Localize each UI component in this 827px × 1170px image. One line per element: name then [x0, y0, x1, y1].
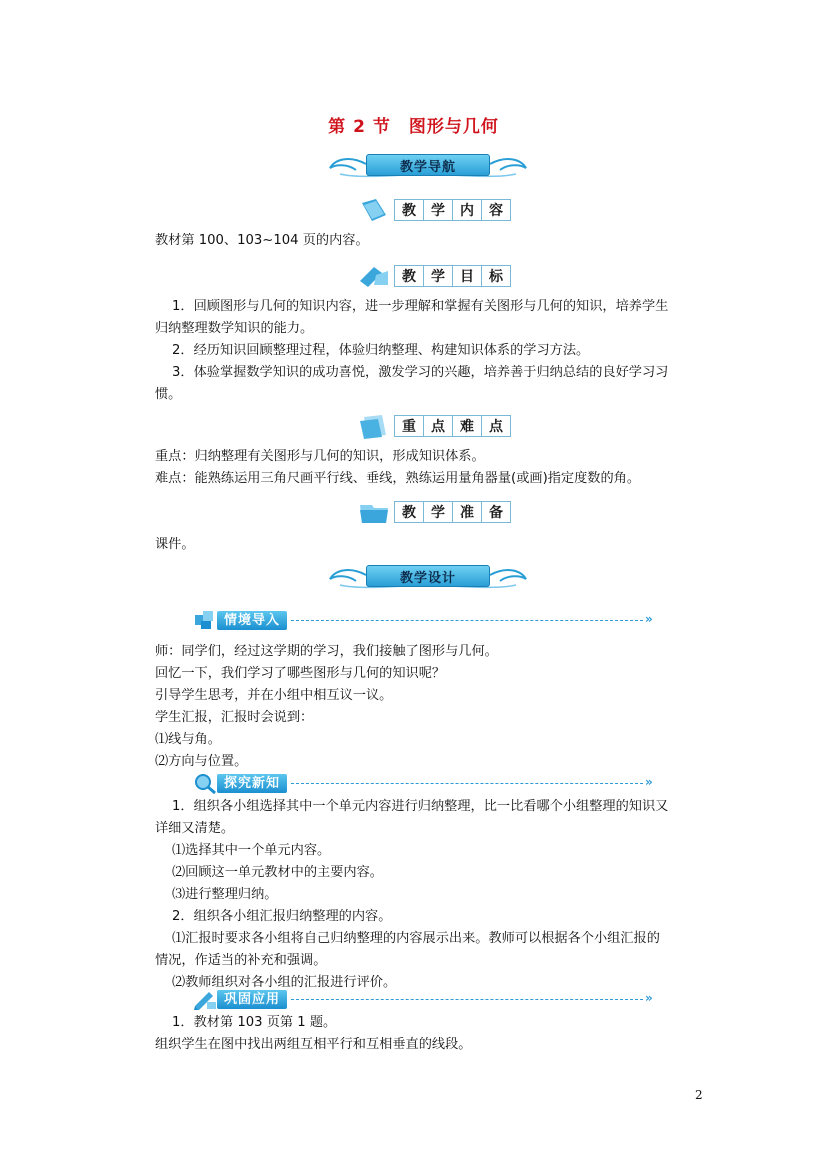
- book-icon: [358, 197, 390, 223]
- heading-char: 重: [394, 415, 424, 437]
- explore-line: ⑶进行整理归纳。: [172, 887, 278, 902]
- explore-line: ⑵教师组织对各小组的汇报进行评价。: [172, 975, 397, 990]
- folder-icon: [358, 499, 390, 525]
- explore-line: 情况，作适当的补充和强调。: [155, 953, 327, 968]
- apply-line: 1．教材第 103 页第 1 题。: [172, 1015, 337, 1030]
- double-chevron-icon: »: [645, 612, 653, 626]
- heading-char: 点: [423, 415, 453, 437]
- tag-scenario-intro: [193, 609, 663, 633]
- banner-teaching-nav: [326, 152, 531, 178]
- pencil-icon: [193, 988, 217, 1010]
- intro-line: 回忆一下，我们学习了哪些图形与几何的知识呢？: [155, 666, 446, 681]
- tag-explore-new: [193, 772, 663, 796]
- heading-char: 教: [394, 265, 424, 287]
- explore-line: ⑴选择其中一个单元内容。: [172, 843, 331, 858]
- intro-line: ⑴线与角。: [155, 732, 221, 747]
- heading-char: 目: [452, 265, 482, 287]
- heading-char: 容: [481, 199, 511, 221]
- heading-char: 准: [452, 501, 482, 523]
- goal-line: 2．经历知识回顾整理过程，体验归纳整理、构建知识体系的学习方法。: [172, 343, 590, 358]
- intro-line: 师：同学们，经过这学期的学习，我们接触了图形与几何。: [155, 644, 498, 659]
- intro-line: ⑵方向与位置。: [155, 754, 248, 769]
- heading-char: 难: [452, 415, 482, 437]
- pen-icon: [358, 263, 390, 289]
- heading-char: 学: [423, 199, 453, 221]
- tag-label: 探究新知: [217, 774, 287, 793]
- tag-consolidate-apply: [193, 988, 663, 1012]
- heading-char: 学: [423, 501, 453, 523]
- prep-text: 课件。: [155, 537, 195, 552]
- goal-line: 惯。: [155, 387, 182, 402]
- banner-label: 教学导航: [399, 160, 456, 175]
- heading-char: 点: [481, 415, 511, 437]
- intro-line: 引导学生思考，并在小组中相互议一议。: [155, 688, 393, 703]
- key-point-line: 难点：能熟练运用三角尺画平行线、垂线，熟练运用量角器量(或画)指定度数的角。: [155, 471, 641, 486]
- key-point-line: 重点：归纳整理有关图形与几何的知识，形成知识体系。: [155, 449, 485, 464]
- explore-line: 详细又清楚。: [155, 821, 235, 836]
- heading-char: 教: [394, 501, 424, 523]
- goal-line: 3．体验掌握数学知识的成功喜悦，激发学习的兴趣，培养善于归纳总结的良好学习习: [172, 365, 669, 380]
- tag-label: 情境导入: [217, 611, 287, 630]
- dashed-divider: [291, 620, 643, 621]
- goal-line: 1．回顾图形与几何的知识内容，进一步理解和掌握有关图形与几何的知识，培养学生: [172, 299, 669, 314]
- tag-label: 巩固应用: [217, 990, 287, 1009]
- heading-char: 标: [481, 265, 511, 287]
- content-text: 教材第 100、103~104 页的内容。: [155, 233, 369, 248]
- banner-label: 教学设计: [399, 571, 456, 586]
- dashed-divider: [291, 783, 643, 784]
- section-title: 第 2 节 图形与几何: [328, 117, 499, 137]
- intro-line: 学生汇报，汇报时会说到：: [155, 710, 314, 725]
- magnifier-icon: [193, 772, 217, 794]
- heading-char: 内: [452, 199, 482, 221]
- banner-teaching-design: [326, 563, 531, 589]
- explore-line: ⑵回顾这一单元教材中的主要内容。: [172, 865, 383, 880]
- heading-char: 备: [481, 501, 511, 523]
- paper-icon: [358, 413, 390, 439]
- heading-char: 教: [394, 199, 424, 221]
- dashed-divider: [291, 999, 643, 1000]
- page-number: 2: [695, 1088, 703, 1102]
- double-chevron-icon: »: [645, 775, 653, 789]
- goal-line: 归纳整理数学知识的能力。: [155, 321, 314, 336]
- double-chevron-icon: »: [645, 991, 653, 1005]
- puzzle-icon: [193, 609, 217, 631]
- apply-line: 组织学生在图中找出两组互相平行和互相垂直的线段。: [155, 1037, 472, 1052]
- explore-line: ⑴汇报时要求各小组将自己归纳整理的内容展示出来。教师可以根据各个小组汇报的: [172, 931, 660, 946]
- explore-line: 2．组织各小组汇报归纳整理的内容。: [172, 909, 392, 924]
- explore-line: 1．组织各小组选择其中一个单元内容进行归纳整理，比一比看哪个小组整理的知识又: [172, 799, 669, 814]
- heading-char: 学: [423, 265, 453, 287]
